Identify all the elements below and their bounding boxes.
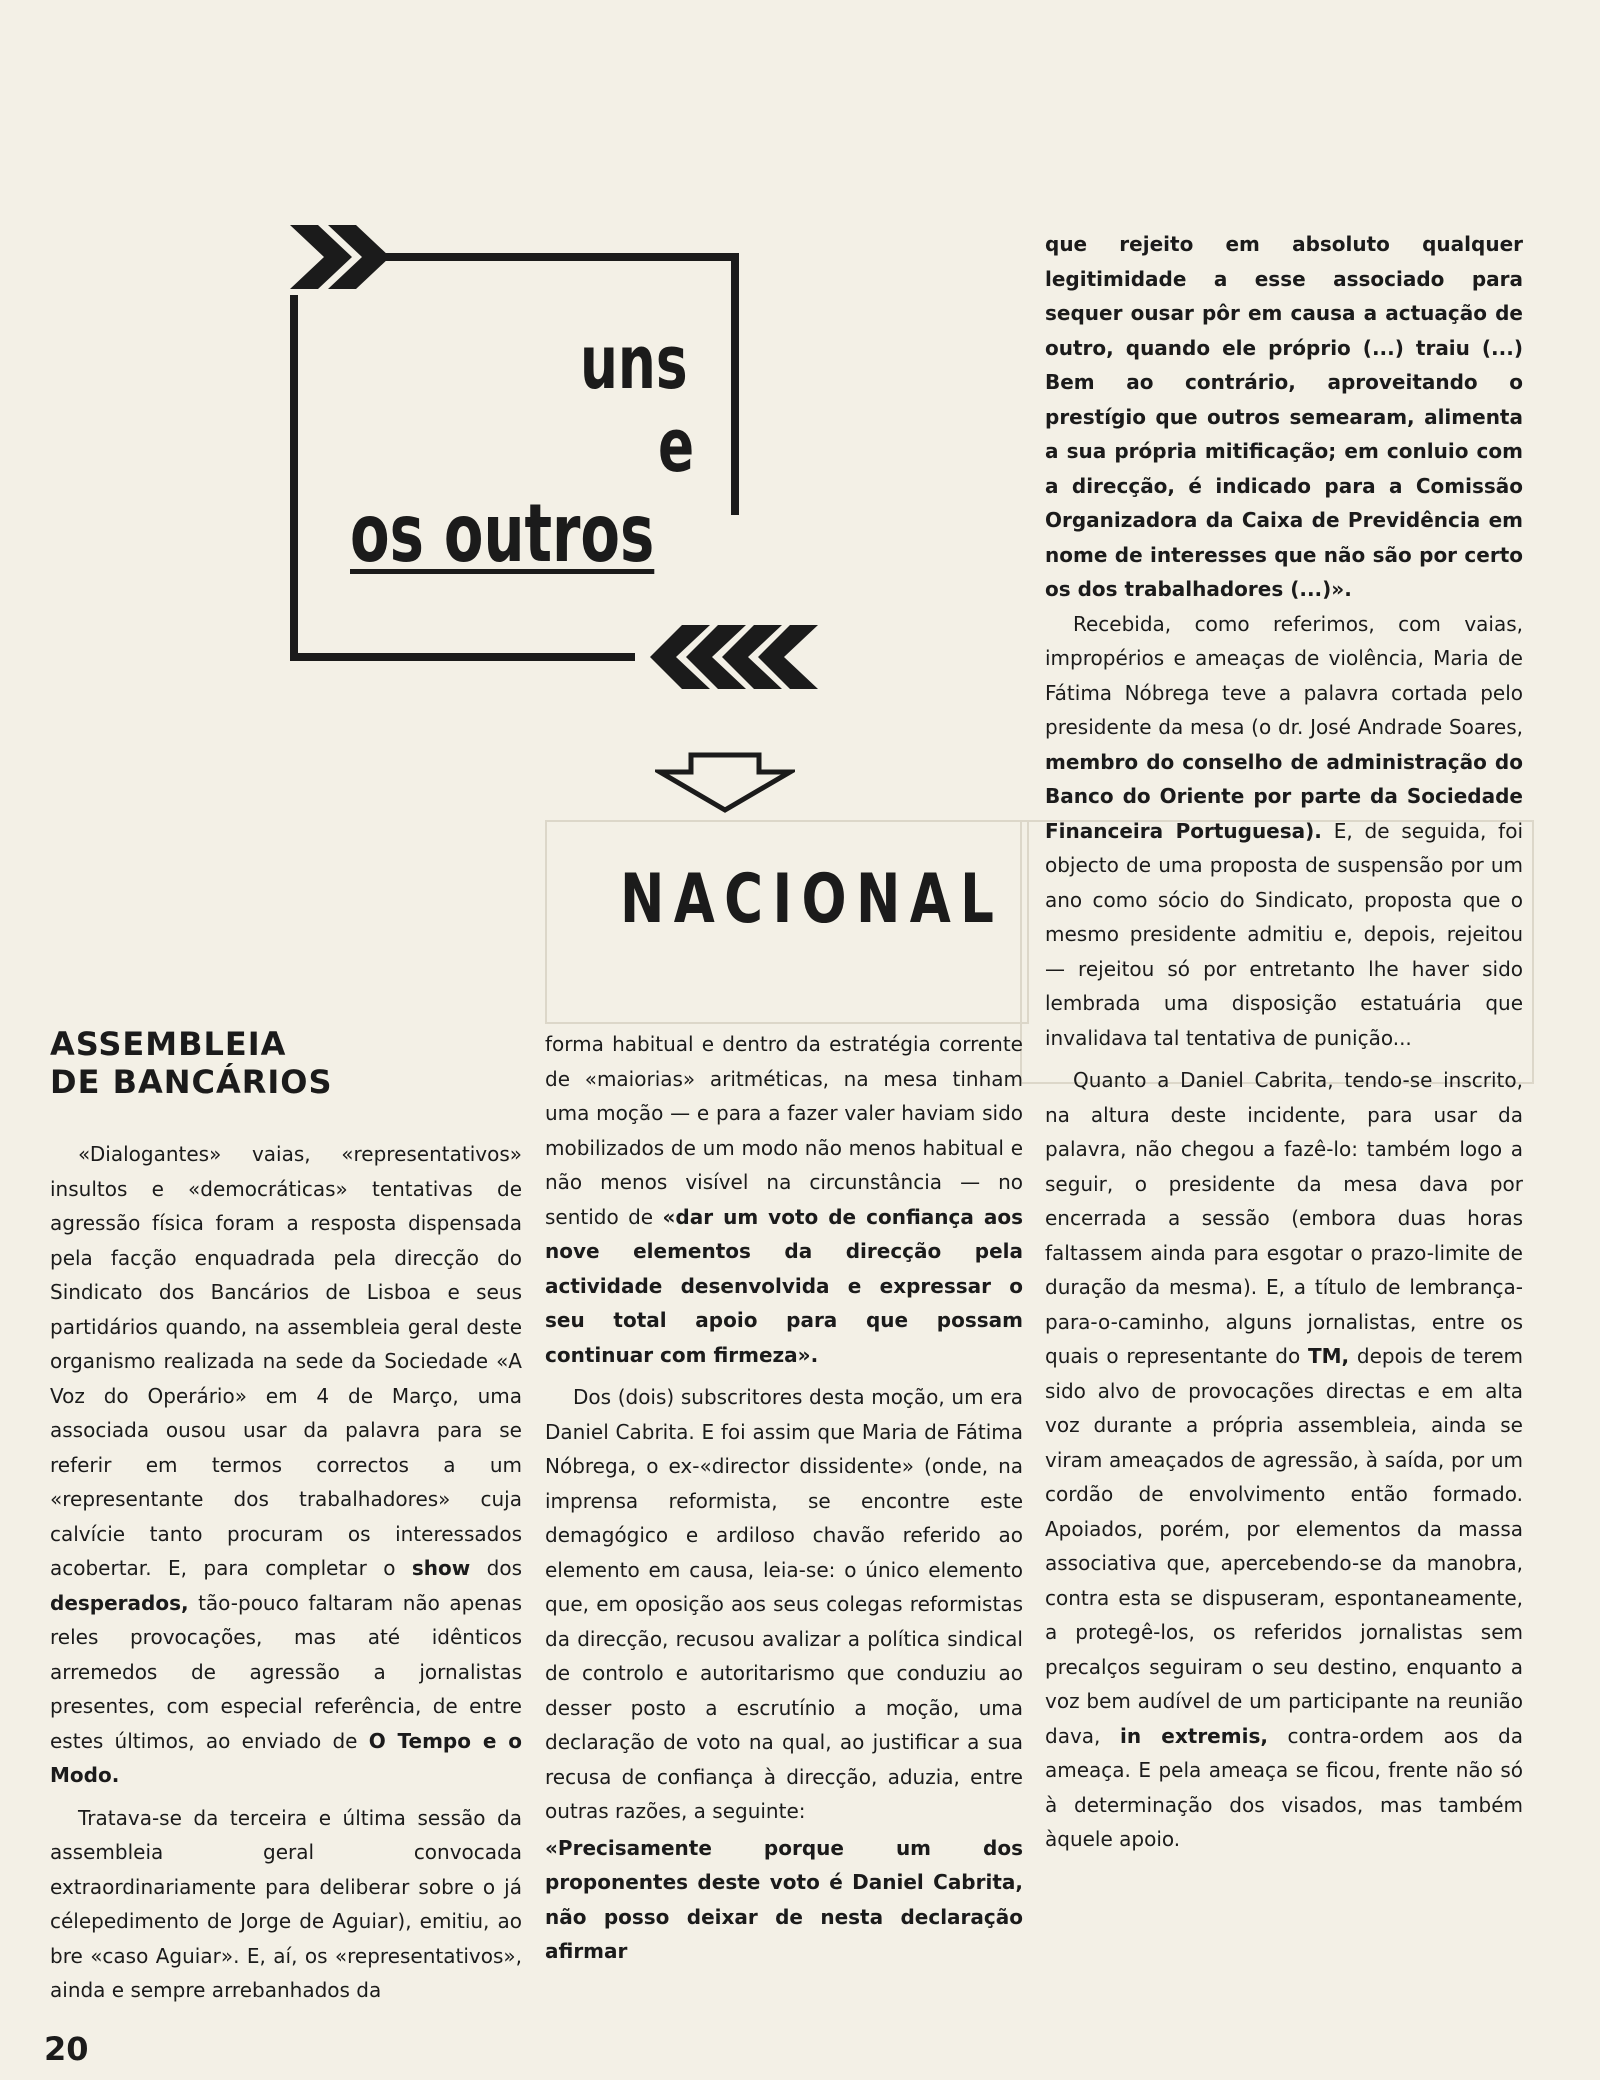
article-column-3 bbox=[1045, 227, 1523, 1857]
paragraph: Dos (dois) subscritores desta moção, um era Daniel Cabrita. E foi assim que Maria de Fátima Nóbrega, o ex-«director dissidente» (onde, na imprensa reformista, se encontre este demagógico e ardiloso chavão referido ao elemento em causa, leia-se: o único elemento que, em oposição aos seus colegas reformistas da direcção, recusou avalizar a política sindical de controlo e autoritarismo que conduziu ao desser posto a escrutínio a moção, uma declaração de voto na qual, ao justificar a sua recusa de confiança à direcção, aduzia, entre outras razões, a seguinte: bbox=[545, 1385, 1023, 1823]
paragraph: Recebida, como referimos, com vaias, impropérios e ameaças de violência, Maria de Fátima Nóbrega teve a palavra cortada pelo presidente da mesa (o dr. José Andrade Soares, membro do conselho de administração do Banco do Oriente por parte da Sociedade Financeira Portuguesa). E, de seguida, foi objecto de uma proposta de suspensão por um ano como sócio do Sindicato, proposta que o mesmo presidente admitiu e, depois, rejeitou — rejeitou só por entretanto lhe haver sido lembrada uma disposição estatuária que invalidava tal tentativa de punição... bbox=[1045, 611, 1524, 1050]
down-arrow-icon bbox=[655, 752, 795, 814]
paragraph: «Precisamente porque um dos proponentes deste voto é Daniel Cabrita, não posso deixar de nesta declaração afirmar bbox=[545, 1835, 1023, 1963]
logo-word-uns: uns bbox=[580, 320, 688, 406]
heading-line-2: DE BANCÁRIOS bbox=[50, 1063, 333, 1101]
paragraph: «Dialogantes» vaias, «representativos» insultos e «democráticas» tentativas de agressão física foram a resposta dispensada pela facção enquadrada pela direcção do Sindicato dos Bancários de Lisboa e seus partidários quando, na assembleia geral deste organismo realizada na sede da Sociedade «A Voz do Operário» em 4 de Março, uma associada ousou usar da palavra para se referir em termos correctos a um «representante dos trabalhadores» cuja calvície tanto procuram os interessados acobertar. E, para completar o show dos desperados, tão-pouco faltaram não apenas reles provocações, mas até idênticos arremedos de agressão a jornalistas presentes, com especial referência, de entre estes últimos, ao enviado de O Tempo e o Modo. bbox=[50, 1142, 522, 1787]
section-title-nacional: NACIONAL bbox=[620, 860, 1004, 939]
paragraph: Tratava-se da terceira e última sessão da assembleia geral convocada extraordinariamente para deliberar sobre o já célepedimento de Jorge de Aguiar), emitiu, ao bre «caso Aguiar». E, aí, os «representativos», ainda e sempre arrebanhados da bbox=[50, 1805, 522, 2002]
article-heading bbox=[50, 1025, 333, 1101]
chevrons-left-icon bbox=[650, 625, 818, 689]
section-logo bbox=[290, 225, 820, 705]
paragraph: Quanto a Daniel Cabrita, tendo-se inscrito, na altura deste incidente, para usar da palavra, não chegou a fazê-lo: também logo a seguir, o presidente da mesa dava por encerrada a sessão (embora duas horas faltassem ainda para esgotar o prazo-limite de duração da mesma). E, a título de lembrança-para-o-caminho, alguns jornalistas, entre os quais o representante do TM, depois de terem sido alvo de provocações directas e em alta voz durante a própria assembleia, ainda se viram ameaçados de agressão, à saída, por um cordão de envolvimento então formado. Apoiados, porém, por elementos da massa associativa que, apercebendo-se da manobra, contra esta se dispuseram, espontaneamente, a protegê-los, os referidos jornalistas sem precalços seguiram o seu destino, enquanto a voz bem audível de um participante na reunião dava, in extremis, contra-ordem aos da ameaça. E pela ameaça se ficou, frente não só à determinação dos visados, mas também àquele apoio. bbox=[1045, 1068, 1523, 1851]
article-column-2 bbox=[545, 1027, 1023, 1969]
logo-word-e: e bbox=[658, 403, 695, 489]
article-column-1 bbox=[50, 1137, 522, 2008]
page-number: 20 bbox=[44, 2030, 89, 2068]
paragraph: forma habitual e dentro da estratégia corrente de «maiorias» aritméticas, na mesa tinham uma moção — e para a fazer valer haviam sido mobilizados de um modo não menos habitual e não menos visível na circunstância — no sentido de «dar um voto de confiança aos nove elementos da direcção pela actividade desenvolvida e expressar o seu total apoio para que possam continuar com firmeza». bbox=[545, 1032, 1023, 1367]
chevrons-right-icon bbox=[290, 225, 390, 289]
paragraph: que rejeito em absoluto qualquer legitimidade a esse associado para sequer ousar pôr em causa a actuação de outro, quando ele próprio (...) traiu (...) Bem ao contrário, aproveitando o prestígio que outros semearam, alimenta a sua própria mitificação; em conluio com a direcção, é indicado para a Comissão Organizadora da Caixa de Previdência em nome de interesses que não são por certo os dos trabalhadores (...)». bbox=[1045, 232, 1523, 601]
heading-line-1: ASSEMBLEIA bbox=[50, 1025, 287, 1063]
logo-word-os-outros: os outros bbox=[350, 487, 655, 580]
